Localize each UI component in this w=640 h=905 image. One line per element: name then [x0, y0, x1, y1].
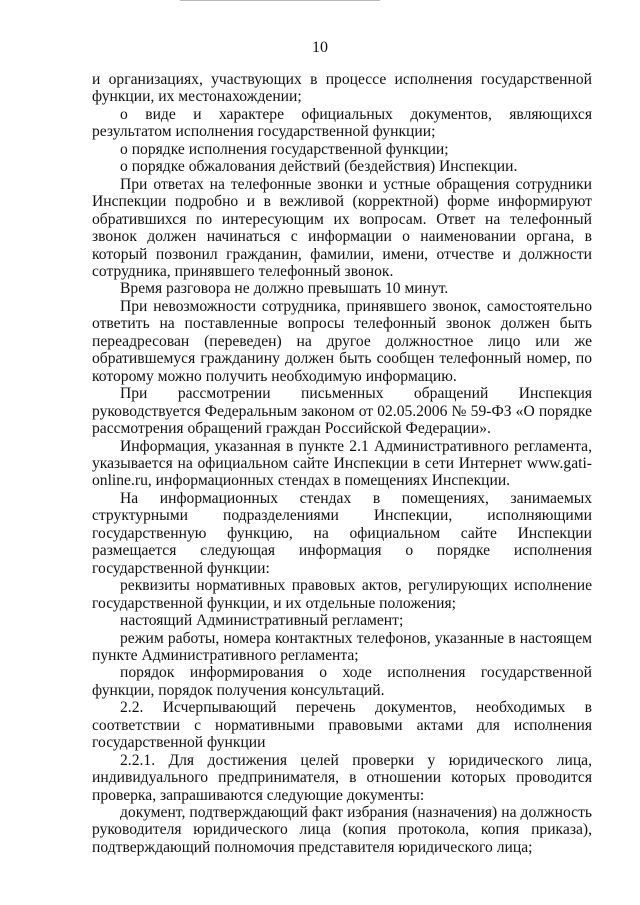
- paragraph: о порядке исполнения государственной функции;: [120, 140, 449, 158]
- document-body: [92, 71, 592, 856]
- paragraph: реквизиты нормативных правовых актов, регулирующих исполнение государственной функции, и их отдельные положения;: [92, 577, 592, 612]
- paragraph: Информация, указанная в пункте 2.1 Административного регламента, указывается на официальном сайте Инспекции в сети Интернет www.gati-online.ru, информационных стендах в помещениях Инспекции.: [92, 437, 592, 490]
- scan-edge-line: [180, 0, 380, 1]
- paragraph: При рассмотрении письменных обращений Инспекция руководствуется Федеральным законом от 02.05.2006 № 59-ФЗ «О порядке рассмотрения обращений граждан Российской Федерации».: [92, 385, 592, 438]
- paragraph: настоящий Административный регламент;: [120, 612, 404, 630]
- paragraph: При ответах на телефонные звонки и устные обращения сотрудники Инспекции подробно и в вежливой (корректной) форме информируют обратившихся по интересующим их вопросам. Ответ на телефонный звонок должен начинаться с информации о наименовании органа, в который позвонил гражданин, фамилии, имени, отчестве и должности сотрудника, принявшего телефонный звонок.: [92, 175, 592, 280]
- paragraph: Время разговора не должно превышать 10 минут.: [120, 280, 449, 298]
- page-number: 10: [312, 39, 328, 56]
- paragraph: и организациях, участвующих в процессе исполнения государственной функции, их местонахождении;: [92, 71, 592, 106]
- paragraph: порядок информирования о ходе исполнения государственной функции, порядок получения консультаций.: [92, 664, 592, 699]
- paragraph: 2.2.1. Для достижения целей проверки у юридического лица, индивидуального предпринимателя, в отношении которых проводится проверка, запрашиваются следующие документы:: [92, 751, 592, 804]
- paragraph: о виде и характере официальных документов, являющихся результатом исполнения государственной функции;: [92, 105, 592, 141]
- paragraph: На информационных стендах в помещениях, занимаемых структурными подразделениями Инспекции, исполняющими государственную функцию, на официальном сайте Инспекции размещается следующая информация о порядке исполнения государственной функции:: [92, 489, 592, 577]
- paragraph: документ, подтверждающий факт избрания (назначения) на должность руководителя юридического лица (копия протокола, копия приказа), подтверждающий полномочия представителя юридического лица;: [92, 804, 592, 856]
- paragraph: о порядке обжалования действий (бездействия) Инспекции.: [120, 158, 518, 176]
- paragraph: режим работы, номера контактных телефонов, указанные в настоящем пункте Административного регламента;: [92, 629, 592, 664]
- paragraph: 2.2. Исчерпывающий перечень документов, необходимых в соответствии с нормативными правовыми актами для исполнения государственной функции: [92, 699, 592, 752]
- paragraph: При невозможности сотрудника, принявшего звонок, самостоятельно ответить на поставленные вопросы телефонный звонок должен быть переадресован (переведен) на другое должностное лицо или же обратившемуся гражданину должен быть сообщен телефонный номер, по которому можно получить необходимую информацию.: [92, 297, 592, 385]
